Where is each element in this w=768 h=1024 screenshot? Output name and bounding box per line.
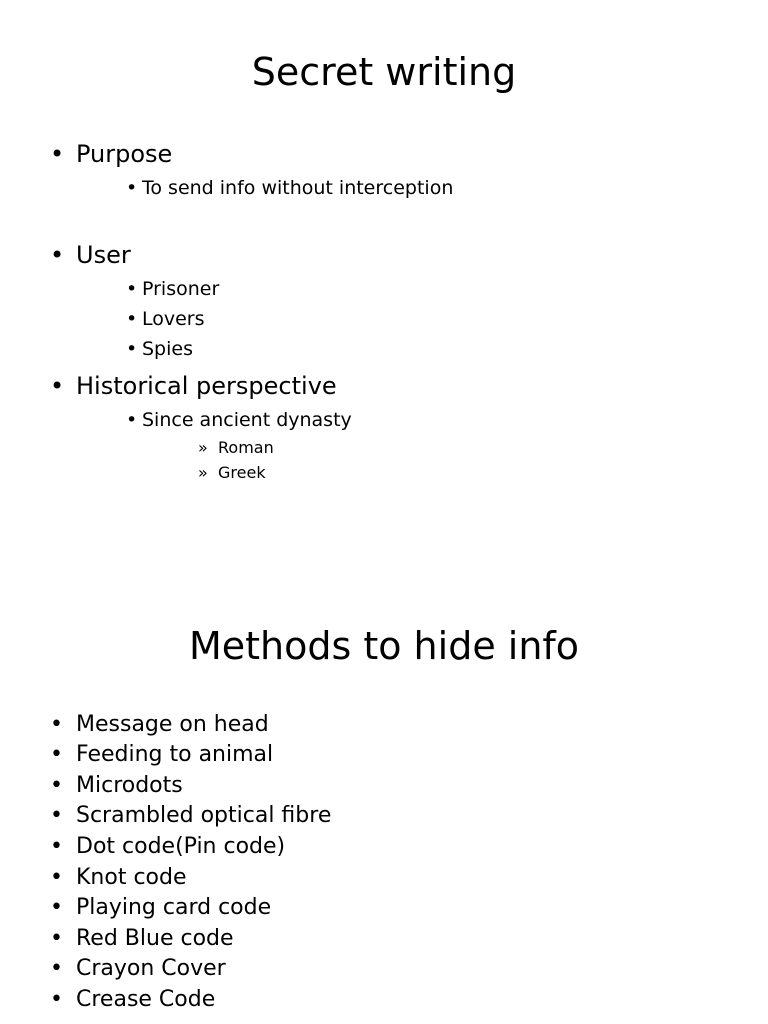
raquo-icon: »: [198, 463, 208, 482]
bullet-icon: •: [50, 987, 63, 1012]
bullet-icon: •: [50, 956, 63, 981]
bullet-icon: •: [50, 372, 65, 400]
slide2-title: Methods to hide info: [188, 624, 580, 668]
bullet-icon: •: [126, 409, 138, 431]
list-item: [50, 926, 234, 951]
section-label: Historical perspective: [76, 372, 337, 400]
list-item: [50, 895, 271, 920]
sub-item-label: Spies: [142, 338, 193, 360]
list-item: [50, 834, 285, 859]
bullet-icon: •: [126, 308, 138, 330]
bullet-icon: •: [50, 241, 65, 269]
section-user: [50, 241, 131, 269]
bullet-icon: •: [126, 338, 138, 360]
section-label: Purpose: [76, 140, 173, 168]
subsub-item-label: Roman: [218, 438, 274, 457]
bullet-icon: •: [50, 895, 63, 920]
raquo-icon: »: [198, 438, 208, 457]
sub-item: [126, 308, 205, 330]
subsub-item: [198, 463, 266, 482]
sub-item: [126, 409, 352, 431]
list-item-label: Feeding to animal: [76, 742, 274, 767]
bullet-icon: •: [50, 926, 63, 951]
list-item-label: Message on head: [76, 712, 269, 737]
list-item-label: Playing card code: [76, 895, 272, 920]
subsub-item: [198, 438, 274, 457]
slide1-title: Secret writing: [251, 50, 517, 94]
bullet-icon: •: [50, 140, 65, 168]
list-item: [50, 712, 269, 737]
sub-item: [126, 338, 193, 360]
sub-item: [126, 177, 453, 199]
list-item: [50, 773, 183, 798]
sub-item-label: Lovers: [142, 308, 205, 330]
list-item-label: Crayon Cover: [76, 956, 226, 981]
list-item: [50, 987, 215, 1012]
bullet-icon: •: [50, 773, 63, 798]
list-item: [50, 956, 226, 981]
sub-item-label: Since ancient dynasty: [142, 409, 352, 431]
list-item-label: Crease Code: [76, 987, 216, 1012]
list-item: [50, 803, 331, 828]
sub-item-label: Prisoner: [142, 278, 220, 300]
section-purpose: [50, 140, 172, 168]
bullet-icon: •: [50, 834, 63, 859]
sub-item: [126, 278, 219, 300]
list-item: [50, 742, 273, 767]
list-item-label: Microdots: [76, 773, 183, 798]
list-item-label: Red Blue code: [76, 926, 234, 951]
subsub-item-label: Greek: [218, 463, 266, 482]
bullet-icon: •: [50, 742, 63, 767]
list-item-label: Scrambled optical fibre: [76, 803, 332, 828]
sub-item-label: To send info without interception: [142, 177, 454, 199]
section-label: User: [76, 241, 131, 269]
bullet-icon: •: [126, 278, 138, 300]
bullet-icon: •: [126, 177, 138, 199]
list-item-label: Dot code(Pin code): [76, 834, 286, 859]
bullet-icon: •: [50, 865, 63, 890]
section-historical: [50, 372, 337, 400]
list-item-label: Knot code: [76, 865, 187, 890]
bullet-icon: •: [50, 803, 63, 828]
list-item: [50, 865, 187, 890]
bullet-icon: •: [50, 712, 63, 737]
